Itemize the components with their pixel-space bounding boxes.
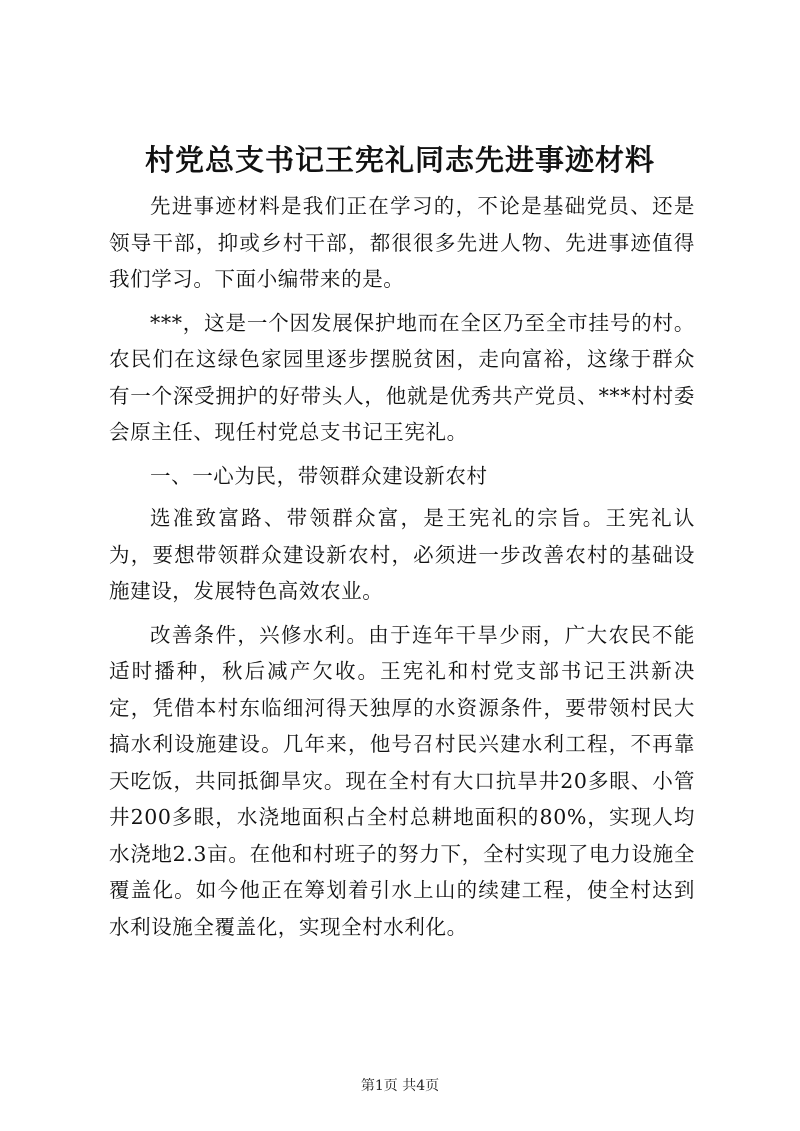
paragraph-water-conservancy: 改善条件，兴修水利。由于连年干旱少雨，广大农民不能适时播种，秋后减产欠收。王宪礼和村党支部书记王洪新决定，凭借本村东临细河得天独厚的水资源条件，要带领村民大搞水利设施建设。几年来，他号召村民兴建水利工程，不再靠天吃饭，共同抵御旱灾。现在全村有大口抗旱井20多眼、小管井200多眼，水浇地面积占全村总耕地面积的80%，实现人均水浇地2.3亩。在他和村班子的努力下，全村实现了电力设施全覆盖化。如今他正在筹划着引水上山的续建工程，使全村达到水利设施全覆盖化，实现全村水利化。 — [109, 622, 695, 939]
document-body — [109, 188, 695, 952]
paragraph-mission: 选准致富路、带领群众富，是王宪礼的宗旨。王宪礼认为，要想带领群众建设新农村，必须进一步改善农村的基础设施建设，发展特色高效农业。 — [109, 506, 695, 603]
page-number-footer: 第1页 共4页 — [360, 1078, 440, 1094]
paragraph-intro: 先进事迹材料是我们正在学习的，不论是基础党员、还是领导干部，抑或乡村干部，都很很多先进人物、先进事迹值得我们学习。下面小编带来的是。 — [109, 194, 695, 291]
document-title: 村党总支书记王宪礼同志先进事迹材料 — [144, 143, 655, 177]
paragraph-village-overview: ***，这是一个因发展保护地而在全区乃至全市挂号的村。农民们在这绿色家园里逐步摆脱贫困，走向富裕，这缘于群众有一个深受拥护的好带头人，他就是优秀共产党员、***村村委会原主任、现任村党总支书记王宪礼。 — [109, 310, 695, 444]
section-heading-1: 一、一心为民，带领群众建设新农村 — [150, 463, 488, 488]
